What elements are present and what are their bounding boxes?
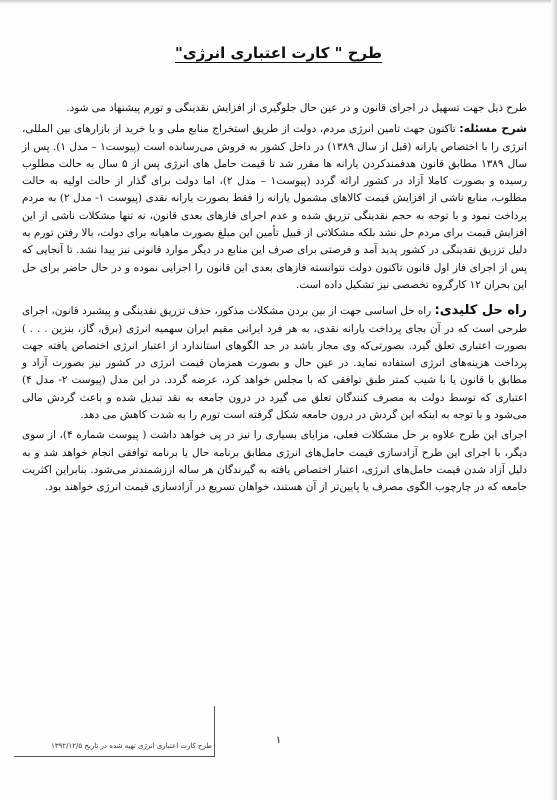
- document-title: طرح " کارت اعتباری انرژی": [175, 44, 382, 62]
- solution-paragraph: [22, 302, 527, 424]
- page-number: ۱: [275, 735, 282, 746]
- page-edge-top: [0, 0, 557, 4]
- solution-text: راه حل اساسی جهت از بین بردن مشکلات مذکور، حذف تزریق نقدینگی و پیشبرد قانون، اجرای طرحی است که در آن بجای پرداخت یارانه نقدی، به هر فرد ایرانی مقیم ایران سهمیه انرژی (برق، گاز، بنزین . . . ) بصورت اعتباری تعلق گیرد. بصورتی‌که وی مجاز باشد در حد الگوهای استاندارد از اعتبار انرژی اختصاص یافته جهت پرداخت هزینه‌های انرژی استفاده نماید. در عین حال و بصورت همزمان قیمت انرژی در کشور نیز بصورت آزاد و مطابق با قانون یا با شیب کمتر طبق توافقی که با مجلس خواهد کرد، عرضه گردد. در این مدل (پیوست ۲- مدل ۴) اعتباری که توسط دولت به مصرف کنندگان تعلق می گیرد در درون جامعه به نقد تبدیل شده و باعث گردش مالی می‌شود و با توجه به اینکه این گردش در درون جامعه شکل گرفته است تورم را به شدت کاهش می دهد.: [22, 305, 528, 422]
- problem-text: تاکنون جهت تامین انرژی مردم، دولت از طریق استخراج منابع ملی و یا خرید از بازارهای بین المللی، انرژی را با اختصاص یارانه (قبل از سال ۱۳۸۹) در داخل کشور به فروش می‌رسانده است (پیوست۱ – مدل ۱). پس از سال ۱۳۸۹ مطابق قانون هدفمندکردن یارانه ها مقرر شد تا قیمت حامل های انرژی پس از ۵ سال به حالت مطلوب رسیده و بصورت کاملا آزاد در کشور ارائه گردد (پیوست۱ – مدل ۲)، اما دولت برای گذار از حالت اولیه به حالت مطلوب، منابع ناشی از افزایش قیمت کالاهای مشمول یارانه را فقط بصورت یارانه نقدی (پیوست ۱- مدل ۲) به مردم پرداخت نمود و با توجه به حجم نقدینگی تزریق شده و عدم اجرای فازهای بعدی قانون، نه تنها مشکلات ناشی از این افزایش قیمت برای مردم حل نشد بلکه مشکلاتی از قبیل تأمین این مبلغ بصورت ماهیانه برای دولت، بالا رفتن تورم به دلیل تزریق نقدینگی در کشور پدید آمد و فرصتی برای صرف این منابع در دیگر موارد قانونی نیز پیدا نشد. تا آنجایی که پس از اجرای فاز اول قانون تاکنون دولت نتوانسته فازهای بعدی این قانون را اجرایی نموده و در حال حاضر برای حل این بحران ۱۲ کارگروه تخصصی نیز تشکیل داده است.: [22, 123, 528, 291]
- intro-paragraph: طرح ذیل جهت تسهیل در اجرای قانون و در عین حال جلوگیری از افزایش نقدینگی و تورم پیشنهاد می شود.: [66, 102, 527, 114]
- document-body: [22, 100, 527, 500]
- page-edge-right: [551, 0, 557, 800]
- problem-paragraph: [22, 120, 527, 294]
- footer-note: طرح کارت اعتباری انرژی تهیه شده در تاریخ ۱۳۹۲/۱۲/۵: [51, 742, 212, 750]
- solution-label: راه حل کلیدی:: [434, 303, 527, 319]
- problem-label: شرح مسئله:: [459, 122, 527, 136]
- closing-paragraph: اجرای این طرح علاوه بر حل مشکلات فعلی، مزایای بسیاری را نیز در پی خواهد داشت ( پیوست شماره ۴)، از سوی دیگر، با اجرای این طرح آزادسازی قیمت حامل‌های انرژی مطابق برنامه حال یا برنامه توافقی انجام خواهد شد و به دلیل آزاد شدن قیمت حامل‌های انرژی، اعتبار اختصاص یافته به گیرندگان هر ساله ارزشمندتر می‌شود. بنابراین اکثریت جامعه که در چارچوب الگوی مصرف یا پایین‌تر از آن هستند، خواهان تسریع در آزادسازی قیمت انرژی خواهند بود.: [22, 429, 528, 494]
